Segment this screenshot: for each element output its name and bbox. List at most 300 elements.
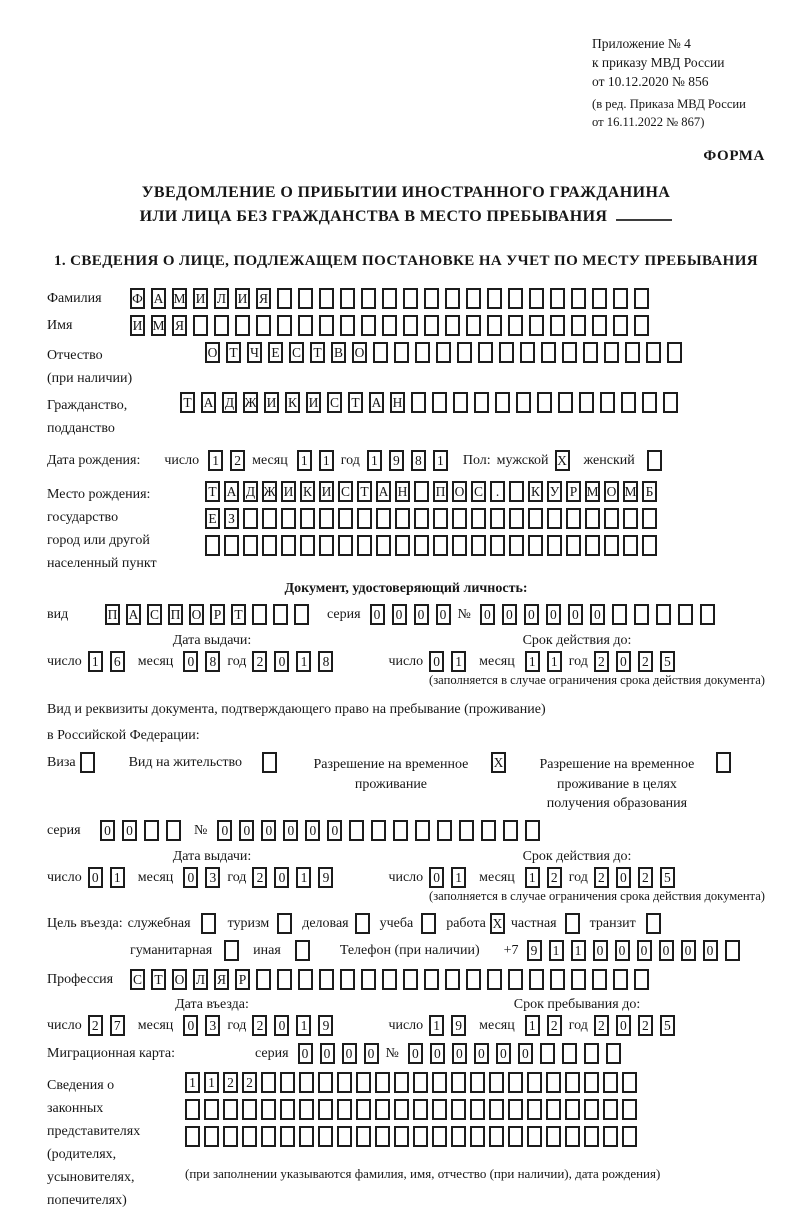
char-cell[interactable]: 1 bbox=[433, 450, 448, 471]
char-cell[interactable]: И bbox=[306, 392, 321, 413]
char-cell[interactable] bbox=[299, 1126, 314, 1147]
char-cell[interactable] bbox=[508, 315, 523, 336]
char-cell[interactable]: 1 bbox=[185, 1072, 200, 1093]
char-cell[interactable] bbox=[489, 1072, 504, 1093]
char-cell[interactable]: 3 bbox=[205, 867, 220, 888]
char-cell[interactable]: 0 bbox=[659, 940, 674, 961]
char-cell[interactable] bbox=[340, 315, 355, 336]
char-cell[interactable] bbox=[356, 1126, 371, 1147]
char-cell[interactable] bbox=[421, 913, 436, 934]
char-cell[interactable] bbox=[280, 1126, 295, 1147]
char-cell[interactable] bbox=[413, 1126, 428, 1147]
char-cell[interactable]: 2 bbox=[547, 1015, 562, 1036]
char-cell[interactable] bbox=[445, 315, 460, 336]
char-cell[interactable] bbox=[361, 315, 376, 336]
char-cell[interactable] bbox=[451, 1099, 466, 1120]
char-cell[interactable] bbox=[656, 604, 671, 625]
char-cell[interactable] bbox=[414, 481, 429, 502]
char-cell[interactable] bbox=[318, 1072, 333, 1093]
char-cell[interactable] bbox=[529, 315, 544, 336]
char-cell[interactable]: О bbox=[189, 604, 204, 625]
char-cell[interactable]: 9 bbox=[318, 1015, 333, 1036]
char-cell[interactable]: 0 bbox=[305, 820, 320, 841]
char-cell[interactable] bbox=[470, 1072, 485, 1093]
char-cell[interactable]: Т bbox=[357, 481, 372, 502]
char-cell[interactable]: 8 bbox=[411, 450, 426, 471]
char-cell[interactable]: 2 bbox=[230, 450, 245, 471]
char-cell[interactable]: 1 bbox=[525, 651, 540, 672]
char-cell[interactable] bbox=[300, 535, 315, 556]
char-cell[interactable] bbox=[403, 969, 418, 990]
char-cell[interactable]: П bbox=[105, 604, 120, 625]
char-cell[interactable]: 1 bbox=[204, 1072, 219, 1093]
char-cell[interactable]: . bbox=[490, 481, 505, 502]
char-cell[interactable]: С bbox=[338, 481, 353, 502]
char-cell[interactable] bbox=[634, 315, 649, 336]
char-cell[interactable]: 0 bbox=[183, 651, 198, 672]
char-cell[interactable] bbox=[622, 1099, 637, 1120]
char-cell[interactable]: 3 bbox=[205, 1015, 220, 1036]
char-cell[interactable]: 0 bbox=[239, 820, 254, 841]
char-cell[interactable]: 1 bbox=[547, 651, 562, 672]
char-cell[interactable] bbox=[700, 604, 715, 625]
char-cell[interactable] bbox=[642, 508, 657, 529]
char-cell[interactable]: 2 bbox=[594, 651, 609, 672]
char-cell[interactable] bbox=[224, 940, 239, 961]
char-cell[interactable] bbox=[433, 508, 448, 529]
char-cell[interactable]: С bbox=[130, 969, 145, 990]
char-cell[interactable] bbox=[550, 288, 565, 309]
char-cell[interactable] bbox=[470, 1126, 485, 1147]
char-cell[interactable] bbox=[509, 481, 524, 502]
char-cell[interactable]: 1 bbox=[296, 867, 311, 888]
char-cell[interactable] bbox=[277, 288, 292, 309]
char-cell[interactable] bbox=[634, 969, 649, 990]
char-cell[interactable]: 2 bbox=[252, 867, 267, 888]
char-cell[interactable]: 0 bbox=[616, 651, 631, 672]
char-cell[interactable] bbox=[646, 342, 661, 363]
char-cell[interactable] bbox=[621, 392, 636, 413]
char-cell[interactable]: М bbox=[172, 288, 187, 309]
char-cell[interactable] bbox=[166, 820, 181, 841]
char-cell[interactable]: 0 bbox=[429, 867, 444, 888]
char-cell[interactable]: 0 bbox=[183, 1015, 198, 1036]
char-cell[interactable] bbox=[558, 392, 573, 413]
char-cell[interactable]: Т bbox=[205, 481, 220, 502]
char-cell[interactable] bbox=[584, 1099, 599, 1120]
char-cell[interactable]: Т bbox=[231, 604, 246, 625]
char-cell[interactable]: М bbox=[623, 481, 638, 502]
char-cell[interactable] bbox=[298, 315, 313, 336]
char-cell[interactable]: 9 bbox=[389, 450, 404, 471]
char-cell[interactable] bbox=[642, 392, 657, 413]
char-cell[interactable] bbox=[525, 820, 540, 841]
char-cell[interactable]: 0 bbox=[88, 867, 103, 888]
char-cell[interactable]: X bbox=[491, 752, 506, 773]
char-cell[interactable] bbox=[294, 604, 309, 625]
char-cell[interactable] bbox=[223, 1099, 238, 1120]
char-cell[interactable]: 0 bbox=[616, 1015, 631, 1036]
char-cell[interactable]: 0 bbox=[436, 604, 451, 625]
char-cell[interactable]: 0 bbox=[430, 1043, 445, 1064]
char-cell[interactable]: И bbox=[193, 288, 208, 309]
char-cell[interactable]: К bbox=[300, 481, 315, 502]
char-cell[interactable]: 0 bbox=[320, 1043, 335, 1064]
char-cell[interactable]: 1 bbox=[429, 1015, 444, 1036]
char-cell[interactable] bbox=[725, 940, 740, 961]
char-cell[interactable] bbox=[529, 288, 544, 309]
char-cell[interactable] bbox=[459, 820, 474, 841]
char-cell[interactable]: О bbox=[604, 481, 619, 502]
char-cell[interactable] bbox=[646, 913, 661, 934]
char-cell[interactable] bbox=[394, 1099, 409, 1120]
char-cell[interactable] bbox=[520, 342, 535, 363]
char-cell[interactable] bbox=[373, 342, 388, 363]
char-cell[interactable] bbox=[453, 392, 468, 413]
char-cell[interactable]: 0 bbox=[452, 1043, 467, 1064]
char-cell[interactable] bbox=[299, 1072, 314, 1093]
char-cell[interactable]: 5 bbox=[660, 867, 675, 888]
char-cell[interactable]: 2 bbox=[638, 651, 653, 672]
char-cell[interactable]: З bbox=[224, 508, 239, 529]
char-cell[interactable] bbox=[667, 342, 682, 363]
char-cell[interactable] bbox=[242, 1099, 257, 1120]
char-cell[interactable]: 1 bbox=[571, 940, 586, 961]
char-cell[interactable] bbox=[571, 288, 586, 309]
char-cell[interactable] bbox=[415, 820, 430, 841]
char-cell[interactable] bbox=[474, 392, 489, 413]
char-cell[interactable] bbox=[550, 315, 565, 336]
char-cell[interactable] bbox=[562, 342, 577, 363]
char-cell[interactable] bbox=[299, 1099, 314, 1120]
char-cell[interactable] bbox=[604, 342, 619, 363]
char-cell[interactable] bbox=[571, 315, 586, 336]
char-cell[interactable] bbox=[603, 1099, 618, 1120]
char-cell[interactable]: 0 bbox=[480, 604, 495, 625]
char-cell[interactable] bbox=[280, 1099, 295, 1120]
char-cell[interactable]: И bbox=[319, 481, 334, 502]
char-cell[interactable]: 0 bbox=[568, 604, 583, 625]
char-cell[interactable] bbox=[204, 1099, 219, 1120]
char-cell[interactable] bbox=[204, 1126, 219, 1147]
char-cell[interactable]: Я bbox=[256, 288, 271, 309]
char-cell[interactable]: 0 bbox=[524, 604, 539, 625]
char-cell[interactable] bbox=[451, 1072, 466, 1093]
char-cell[interactable] bbox=[338, 535, 353, 556]
char-cell[interactable]: 0 bbox=[342, 1043, 357, 1064]
char-cell[interactable]: Р bbox=[235, 969, 250, 990]
char-cell[interactable]: 2 bbox=[594, 1015, 609, 1036]
char-cell[interactable] bbox=[382, 288, 397, 309]
char-cell[interactable] bbox=[503, 820, 518, 841]
char-cell[interactable] bbox=[261, 1072, 276, 1093]
char-cell[interactable]: 2 bbox=[88, 1015, 103, 1036]
char-cell[interactable]: 5 bbox=[660, 1015, 675, 1036]
char-cell[interactable] bbox=[349, 820, 364, 841]
char-cell[interactable] bbox=[375, 1072, 390, 1093]
char-cell[interactable]: 1 bbox=[208, 450, 223, 471]
char-cell[interactable] bbox=[355, 913, 370, 934]
char-cell[interactable] bbox=[478, 342, 493, 363]
char-cell[interactable] bbox=[592, 315, 607, 336]
char-cell[interactable]: А bbox=[224, 481, 239, 502]
char-cell[interactable]: К bbox=[285, 392, 300, 413]
char-cell[interactable]: А bbox=[376, 481, 391, 502]
char-cell[interactable] bbox=[337, 1126, 352, 1147]
char-cell[interactable] bbox=[340, 288, 355, 309]
char-cell[interactable] bbox=[415, 342, 430, 363]
char-cell[interactable] bbox=[243, 508, 258, 529]
char-cell[interactable] bbox=[613, 315, 628, 336]
char-cell[interactable] bbox=[376, 508, 391, 529]
char-cell[interactable] bbox=[613, 969, 628, 990]
char-cell[interactable] bbox=[394, 342, 409, 363]
char-cell[interactable] bbox=[394, 1072, 409, 1093]
char-cell[interactable] bbox=[382, 969, 397, 990]
char-cell[interactable] bbox=[527, 1126, 542, 1147]
char-cell[interactable] bbox=[451, 1126, 466, 1147]
char-cell[interactable] bbox=[489, 1126, 504, 1147]
char-cell[interactable] bbox=[281, 535, 296, 556]
char-cell[interactable] bbox=[80, 752, 95, 773]
char-cell[interactable]: 0 bbox=[408, 1043, 423, 1064]
char-cell[interactable] bbox=[224, 535, 239, 556]
char-cell[interactable] bbox=[528, 535, 543, 556]
char-cell[interactable]: 9 bbox=[318, 867, 333, 888]
char-cell[interactable] bbox=[579, 392, 594, 413]
char-cell[interactable]: А bbox=[201, 392, 216, 413]
char-cell[interactable]: 0 bbox=[496, 1043, 511, 1064]
char-cell[interactable]: П bbox=[433, 481, 448, 502]
char-cell[interactable] bbox=[298, 969, 313, 990]
char-cell[interactable] bbox=[280, 1072, 295, 1093]
char-cell[interactable]: О bbox=[452, 481, 467, 502]
char-cell[interactable] bbox=[433, 535, 448, 556]
char-cell[interactable] bbox=[432, 392, 447, 413]
char-cell[interactable]: 0 bbox=[616, 867, 631, 888]
char-cell[interactable] bbox=[508, 1072, 523, 1093]
char-cell[interactable] bbox=[403, 315, 418, 336]
char-cell[interactable] bbox=[361, 288, 376, 309]
char-cell[interactable] bbox=[592, 969, 607, 990]
char-cell[interactable]: 2 bbox=[242, 1072, 257, 1093]
char-cell[interactable] bbox=[490, 535, 505, 556]
char-cell[interactable] bbox=[452, 535, 467, 556]
char-cell[interactable]: К bbox=[528, 481, 543, 502]
char-cell[interactable] bbox=[508, 1099, 523, 1120]
char-cell[interactable] bbox=[201, 913, 216, 934]
char-cell[interactable] bbox=[411, 392, 426, 413]
char-cell[interactable] bbox=[185, 1126, 200, 1147]
char-cell[interactable] bbox=[375, 1099, 390, 1120]
char-cell[interactable]: 0 bbox=[590, 604, 605, 625]
char-cell[interactable] bbox=[214, 315, 229, 336]
char-cell[interactable]: 1 bbox=[296, 1015, 311, 1036]
char-cell[interactable]: У bbox=[547, 481, 562, 502]
char-cell[interactable] bbox=[432, 1072, 447, 1093]
char-cell[interactable]: 0 bbox=[637, 940, 652, 961]
char-cell[interactable]: 0 bbox=[392, 604, 407, 625]
char-cell[interactable]: 0 bbox=[100, 820, 115, 841]
char-cell[interactable] bbox=[394, 1126, 409, 1147]
char-cell[interactable]: Ч bbox=[247, 342, 262, 363]
char-cell[interactable] bbox=[338, 508, 353, 529]
char-cell[interactable] bbox=[437, 820, 452, 841]
char-cell[interactable] bbox=[319, 969, 334, 990]
char-cell[interactable]: Л bbox=[214, 288, 229, 309]
char-cell[interactable]: Ж bbox=[262, 481, 277, 502]
char-cell[interactable] bbox=[540, 1043, 555, 1064]
char-cell[interactable] bbox=[337, 1072, 352, 1093]
char-cell[interactable]: 0 bbox=[274, 651, 289, 672]
char-cell[interactable]: X bbox=[555, 450, 570, 471]
char-cell[interactable] bbox=[436, 342, 451, 363]
char-cell[interactable] bbox=[319, 288, 334, 309]
char-cell[interactable]: С bbox=[327, 392, 342, 413]
char-cell[interactable]: 0 bbox=[429, 651, 444, 672]
char-cell[interactable] bbox=[489, 1099, 504, 1120]
char-cell[interactable]: А bbox=[126, 604, 141, 625]
char-cell[interactable]: Т bbox=[348, 392, 363, 413]
char-cell[interactable] bbox=[424, 288, 439, 309]
char-cell[interactable]: 0 bbox=[217, 820, 232, 841]
char-cell[interactable] bbox=[509, 535, 524, 556]
char-cell[interactable]: С bbox=[289, 342, 304, 363]
char-cell[interactable] bbox=[566, 535, 581, 556]
char-cell[interactable]: В bbox=[331, 342, 346, 363]
char-cell[interactable]: 7 bbox=[110, 1015, 125, 1036]
char-cell[interactable]: 0 bbox=[414, 604, 429, 625]
char-cell[interactable]: С bbox=[147, 604, 162, 625]
char-cell[interactable] bbox=[584, 1126, 599, 1147]
char-cell[interactable]: 1 bbox=[525, 1015, 540, 1036]
char-cell[interactable] bbox=[243, 535, 258, 556]
char-cell[interactable]: А bbox=[151, 288, 166, 309]
char-cell[interactable]: Ж bbox=[243, 392, 258, 413]
char-cell[interactable]: 0 bbox=[615, 940, 630, 961]
char-cell[interactable] bbox=[623, 508, 638, 529]
char-cell[interactable]: О bbox=[205, 342, 220, 363]
char-cell[interactable]: 2 bbox=[547, 867, 562, 888]
char-cell[interactable] bbox=[319, 315, 334, 336]
char-cell[interactable]: 6 bbox=[110, 651, 125, 672]
char-cell[interactable] bbox=[357, 508, 372, 529]
char-cell[interactable] bbox=[466, 315, 481, 336]
char-cell[interactable]: Е bbox=[205, 508, 220, 529]
char-cell[interactable]: М bbox=[151, 315, 166, 336]
char-cell[interactable] bbox=[663, 392, 678, 413]
char-cell[interactable] bbox=[562, 1043, 577, 1064]
char-cell[interactable]: 0 bbox=[364, 1043, 379, 1064]
char-cell[interactable]: 1 bbox=[297, 450, 312, 471]
char-cell[interactable] bbox=[509, 508, 524, 529]
char-cell[interactable]: Т bbox=[151, 969, 166, 990]
char-cell[interactable]: 2 bbox=[638, 1015, 653, 1036]
char-cell[interactable] bbox=[508, 969, 523, 990]
char-cell[interactable] bbox=[604, 535, 619, 556]
char-cell[interactable] bbox=[185, 1099, 200, 1120]
char-cell[interactable] bbox=[445, 969, 460, 990]
char-cell[interactable] bbox=[541, 342, 556, 363]
char-cell[interactable]: 9 bbox=[527, 940, 542, 961]
char-cell[interactable]: 0 bbox=[283, 820, 298, 841]
char-cell[interactable]: П bbox=[168, 604, 183, 625]
char-cell[interactable] bbox=[471, 535, 486, 556]
char-cell[interactable] bbox=[376, 535, 391, 556]
char-cell[interactable] bbox=[592, 288, 607, 309]
char-cell[interactable] bbox=[487, 315, 502, 336]
char-cell[interactable] bbox=[571, 969, 586, 990]
char-cell[interactable]: 2 bbox=[223, 1072, 238, 1093]
char-cell[interactable] bbox=[413, 1072, 428, 1093]
char-cell[interactable]: И bbox=[281, 481, 296, 502]
char-cell[interactable]: 1 bbox=[451, 651, 466, 672]
char-cell[interactable] bbox=[252, 604, 267, 625]
char-cell[interactable]: О bbox=[172, 969, 187, 990]
char-cell[interactable]: Т bbox=[310, 342, 325, 363]
char-cell[interactable]: 2 bbox=[252, 651, 267, 672]
char-cell[interactable]: И bbox=[235, 288, 250, 309]
char-cell[interactable] bbox=[537, 392, 552, 413]
char-cell[interactable]: 0 bbox=[370, 604, 385, 625]
char-cell[interactable]: 1 bbox=[319, 450, 334, 471]
char-cell[interactable]: О bbox=[352, 342, 367, 363]
char-cell[interactable]: 0 bbox=[474, 1043, 489, 1064]
char-cell[interactable] bbox=[584, 1072, 599, 1093]
char-cell[interactable]: Я bbox=[172, 315, 187, 336]
char-cell[interactable] bbox=[716, 752, 731, 773]
char-cell[interactable] bbox=[634, 604, 649, 625]
char-cell[interactable] bbox=[634, 288, 649, 309]
char-cell[interactable] bbox=[565, 1099, 580, 1120]
char-cell[interactable] bbox=[527, 1072, 542, 1093]
char-cell[interactable]: Р bbox=[566, 481, 581, 502]
char-cell[interactable] bbox=[490, 508, 505, 529]
char-cell[interactable] bbox=[261, 1099, 276, 1120]
char-cell[interactable] bbox=[235, 315, 250, 336]
char-cell[interactable]: 0 bbox=[274, 867, 289, 888]
char-cell[interactable] bbox=[375, 1126, 390, 1147]
char-cell[interactable]: 2 bbox=[594, 867, 609, 888]
char-cell[interactable] bbox=[585, 535, 600, 556]
char-cell[interactable]: 1 bbox=[451, 867, 466, 888]
char-cell[interactable] bbox=[623, 535, 638, 556]
char-cell[interactable] bbox=[565, 1072, 580, 1093]
char-cell[interactable] bbox=[256, 315, 271, 336]
char-cell[interactable] bbox=[487, 969, 502, 990]
char-cell[interactable] bbox=[600, 392, 615, 413]
char-cell[interactable] bbox=[223, 1126, 238, 1147]
char-cell[interactable]: 1 bbox=[549, 940, 564, 961]
char-cell[interactable] bbox=[277, 969, 292, 990]
char-cell[interactable]: Н bbox=[390, 392, 405, 413]
char-cell[interactable] bbox=[470, 1099, 485, 1120]
char-cell[interactable]: 0 bbox=[518, 1043, 533, 1064]
char-cell[interactable]: 1 bbox=[525, 867, 540, 888]
char-cell[interactable]: 5 bbox=[660, 651, 675, 672]
char-cell[interactable] bbox=[466, 288, 481, 309]
char-cell[interactable] bbox=[337, 1099, 352, 1120]
char-cell[interactable] bbox=[256, 969, 271, 990]
char-cell[interactable] bbox=[606, 1043, 621, 1064]
char-cell[interactable]: 0 bbox=[681, 940, 696, 961]
char-cell[interactable]: С bbox=[471, 481, 486, 502]
char-cell[interactable] bbox=[193, 315, 208, 336]
char-cell[interactable] bbox=[547, 508, 562, 529]
char-cell[interactable] bbox=[642, 535, 657, 556]
char-cell[interactable]: Д bbox=[222, 392, 237, 413]
char-cell[interactable] bbox=[550, 969, 565, 990]
